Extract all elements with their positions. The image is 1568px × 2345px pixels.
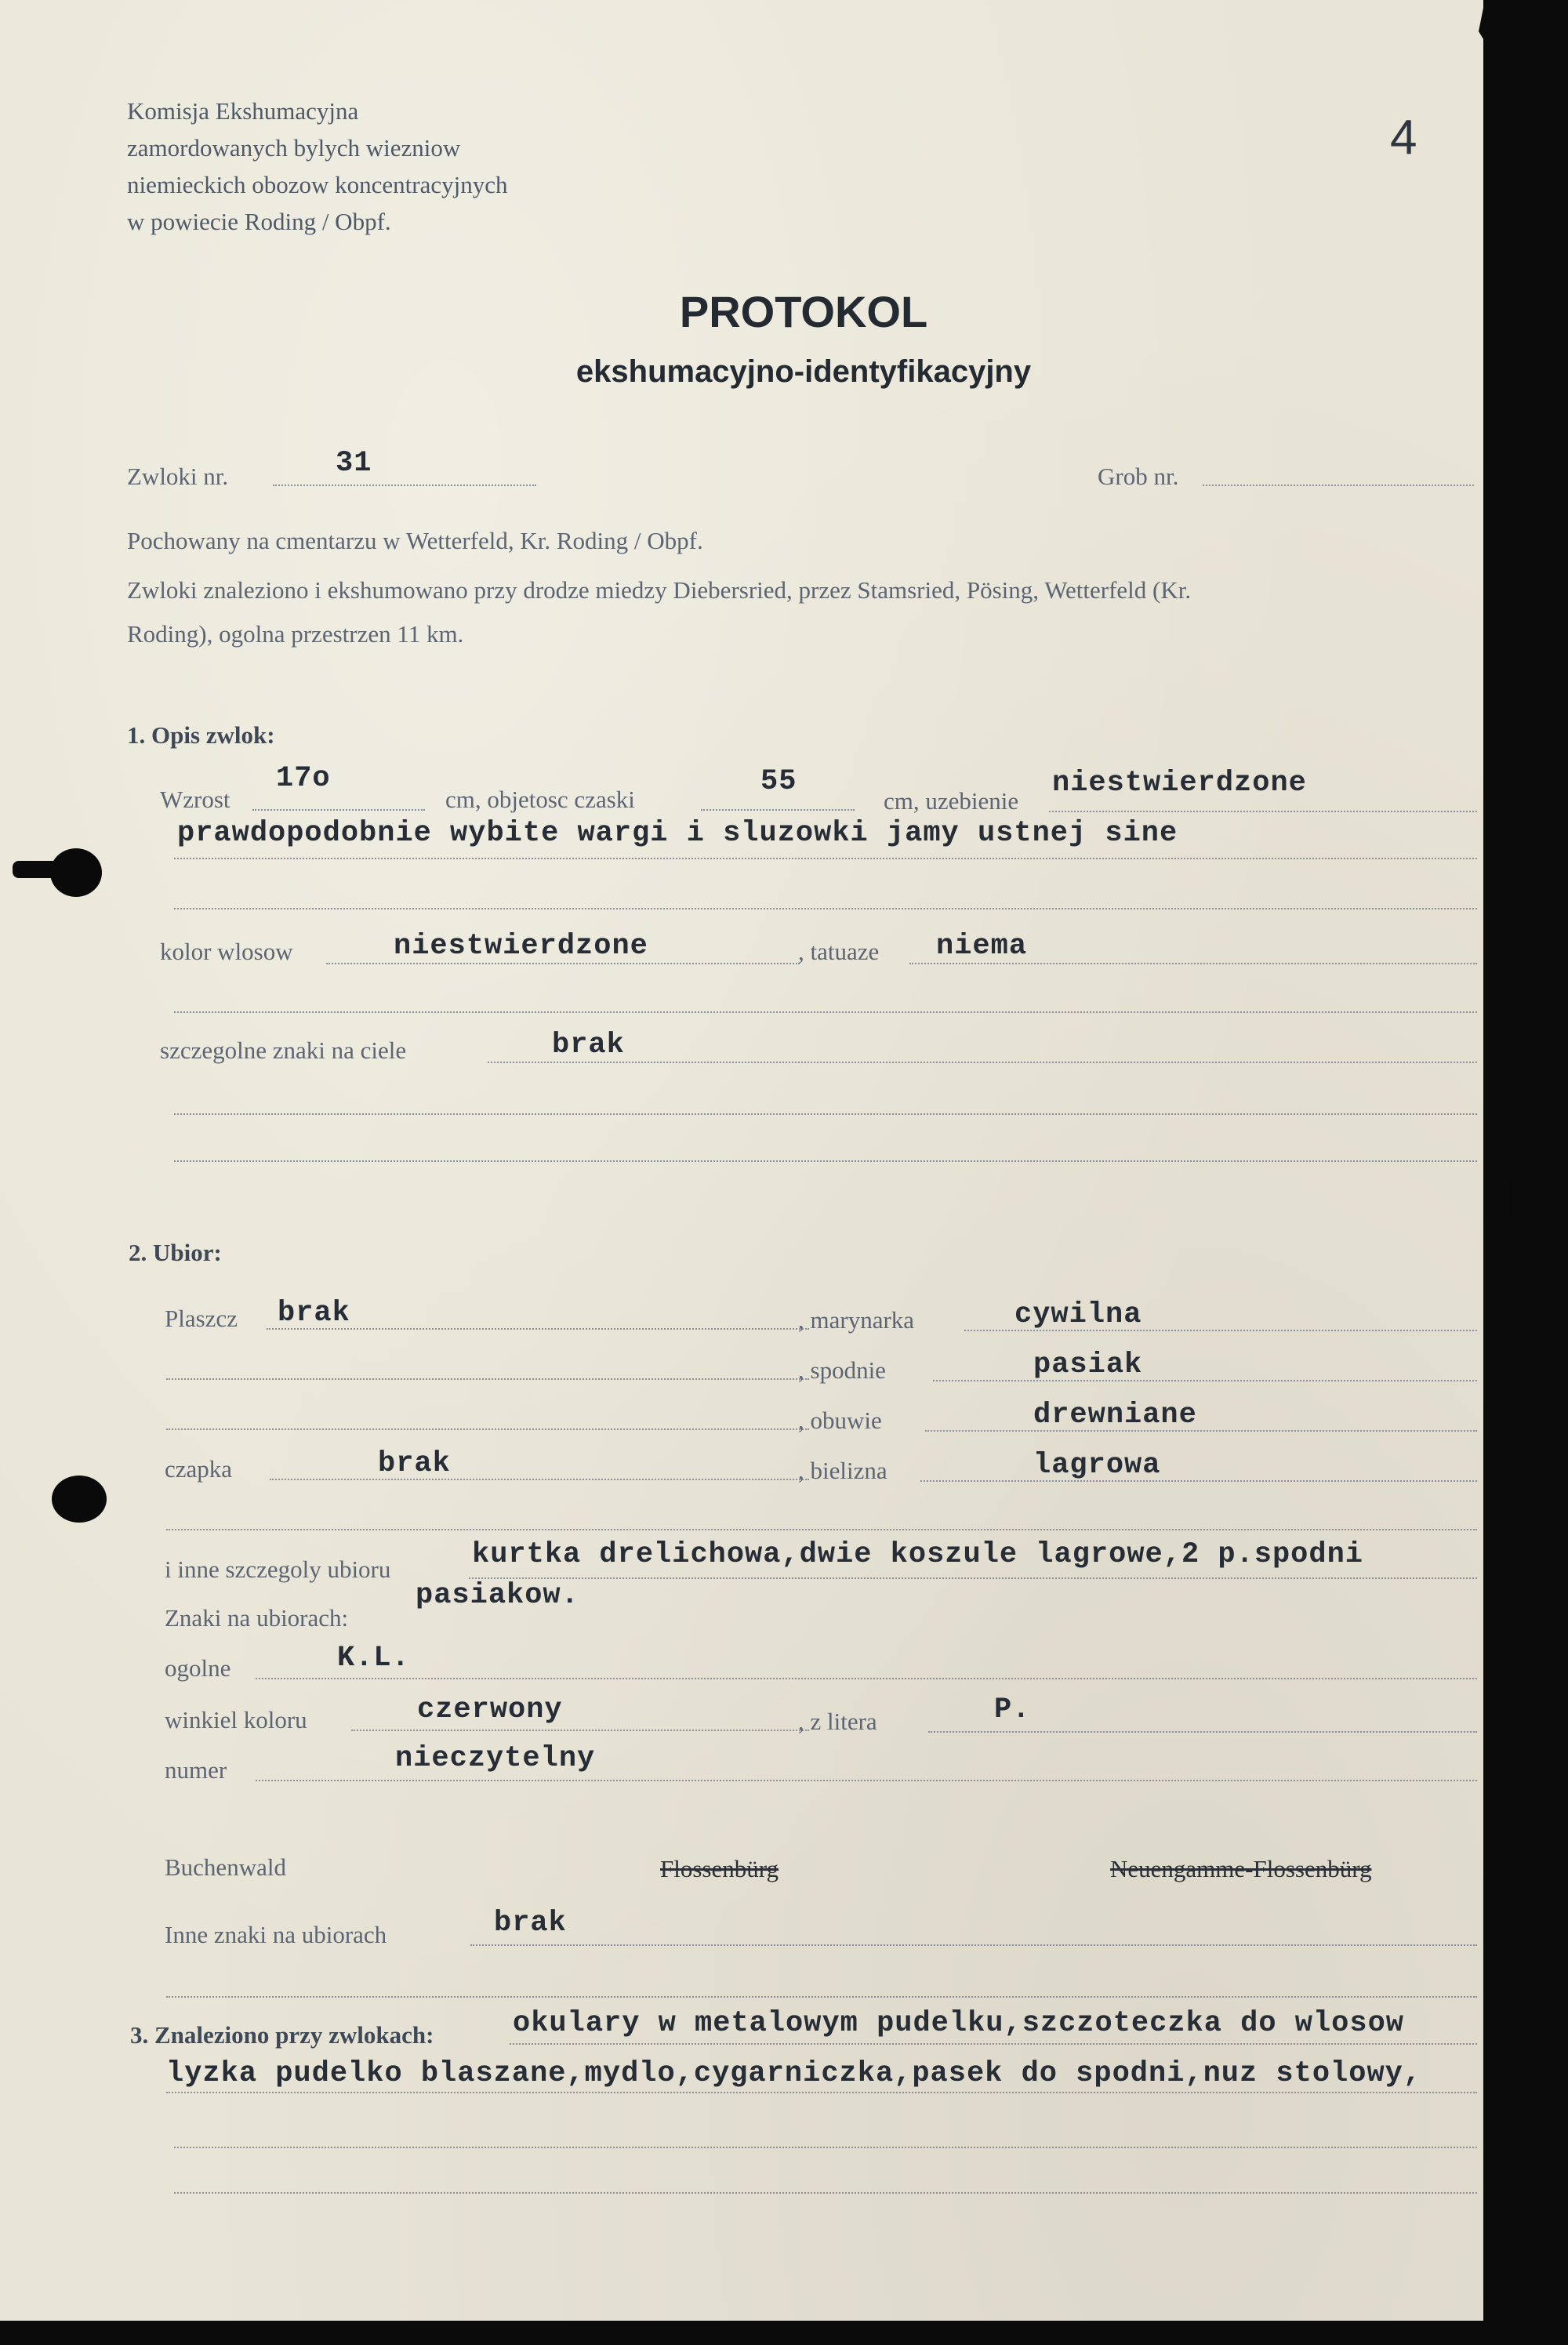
bielizna-line: [920, 1480, 1477, 1482]
zwloki-label: Zwloki nr.: [127, 463, 229, 490]
spodnie-value: pasiak: [1033, 1349, 1143, 1381]
numer-value: nieczytelny: [395, 1742, 596, 1775]
czapka-line: [270, 1479, 809, 1480]
section-3-value-line-2: lyzka pudelko blaszane,mydlo,cygarniczka,pasek do spodni,nuz stolowy,: [166, 2057, 1422, 2090]
punch-hole-bottom: [52, 1476, 107, 1523]
plaszcz-extra-line-2: [166, 1428, 809, 1430]
ubior-sep-line: [166, 1529, 1477, 1530]
struck-neuengamme-flossenburg: Neuengamme-Flossenbürg: [1110, 1855, 1372, 1882]
section-3-heading: 3. Znaleziono przy zwlokach:: [130, 2021, 434, 2049]
section-3-line-1: [510, 2043, 1477, 2045]
found-line-1: Zwloki znaleziono i ekshumowano przy drodze miedzy Diebersried, przez Stamsried, Pösing, Wetterfeld (Kr.: [127, 576, 1192, 604]
note-line-2: [174, 908, 1477, 909]
section-2-heading: 2. Ubior:: [129, 1239, 222, 1266]
znaki-extra-line-1: [174, 1113, 1477, 1115]
bottom-edge: [0, 2321, 1568, 2345]
uzebienie-note: prawdopodobnie wybite wargi i sluzowki jamy ustnej sine: [177, 817, 1178, 850]
kolor-value: niestwierdzone: [394, 930, 648, 963]
torn-page-edge: [1411, 0, 1568, 2345]
inne-znaki-label: Inne znaki na ubiorach: [165, 1921, 387, 1948]
spodnie-line: [933, 1380, 1477, 1381]
section-3-line-4: [174, 2192, 1477, 2194]
org-line-1: Komisja Ekshumacyjna: [127, 97, 359, 125]
inne-label: i inne szczegoly ubioru: [165, 1555, 391, 1583]
section-3-line-2: [166, 2092, 1477, 2093]
uzebienie-value: niestwierdzone: [1052, 767, 1307, 800]
kolor-extra-line: [174, 1011, 1477, 1013]
litera-label: , z litera: [798, 1708, 877, 1735]
inne-line: [469, 1577, 1477, 1579]
czapka-label: czapka: [165, 1455, 233, 1483]
struck-flossenburg: Flossenbürg: [660, 1855, 779, 1882]
wzrost-label: Wzrost: [160, 786, 230, 813]
section-3-line-3: [174, 2147, 1477, 2148]
tatuaze-label: , tatuaze: [798, 938, 880, 965]
page-number: 4: [1390, 111, 1417, 165]
uzebienie-label: cm, uzebienie: [884, 787, 1019, 815]
inne-value-line-2: pasiakow.: [416, 1579, 579, 1612]
czaszka-line: [701, 809, 855, 811]
winkiel-value: czerwony: [417, 1693, 563, 1726]
znaki-value: brak: [552, 1029, 625, 1062]
plaszcz-value: brak: [278, 1297, 350, 1330]
litera-value: P.: [994, 1693, 1031, 1726]
winkiel-label: winkiel koloru: [165, 1706, 307, 1733]
obuwie-value: drewniane: [1033, 1399, 1197, 1432]
document-title: PROTOKOL: [679, 287, 928, 336]
found-line-2: Roding), ogolna przestrzen 11 km.: [127, 620, 464, 648]
znaki-extra-line-2: [174, 1160, 1477, 1162]
wzrost-value: 17o: [276, 762, 331, 795]
litera-line: [928, 1731, 1477, 1733]
numer-label: numer: [165, 1756, 227, 1784]
numer-line: [256, 1780, 1477, 1781]
org-line-4: w powiecie Roding / Obpf.: [127, 208, 391, 235]
inne-znaki-line: [470, 1944, 1477, 1946]
marynarka-value: cywilna: [1014, 1298, 1142, 1331]
bielizna-value: lagrowa: [1033, 1449, 1161, 1482]
ogolne-line: [256, 1678, 1477, 1679]
ogolne-value: K.L.: [337, 1642, 410, 1675]
inne-znaki-value: brak: [494, 1907, 567, 1940]
org-line-2: zamordowanych bylych wiezniow: [127, 134, 461, 162]
znaki-ubior-label: Znaki na ubiorach:: [165, 1604, 349, 1632]
zwloki-line: [273, 485, 536, 486]
section-1-heading: 1. Opis zwlok:: [127, 721, 275, 749]
section-3-value-line-1: okulary w metalowym pudelku,szczoteczka do wlosow: [513, 2007, 1404, 2040]
bielizna-label: , bielizna: [798, 1457, 887, 1484]
czapka-value: brak: [378, 1447, 451, 1480]
zwloki-value: 31: [336, 447, 372, 480]
kolor-label: kolor wlosow: [160, 938, 293, 965]
tatuaze-line: [909, 963, 1477, 964]
obuwie-label: , obuwie: [798, 1407, 882, 1434]
ogolne-label: ogolne: [165, 1654, 231, 1682]
tatuaze-value: niema: [936, 930, 1028, 963]
czaszka-value: 55: [760, 765, 797, 798]
inne-value-line-1: kurtka drelichowa,dwie koszule lagrowe,2 p.spodni: [472, 1538, 1363, 1571]
org-line-3: niemieckich obozow koncentracyjnych: [127, 171, 508, 198]
znaki-line: [488, 1062, 1477, 1063]
znaki-label: szczegolne znaki na ciele: [160, 1036, 407, 1064]
buried-text: Pochowany na cmentarzu w Wetterfeld, Kr. Roding / Obpf.: [127, 527, 703, 554]
plaszcz-label: Plaszcz: [165, 1305, 238, 1332]
obuwie-line: [925, 1430, 1477, 1432]
note-line-1: [174, 858, 1477, 859]
plaszcz-extra-line-1: [166, 1378, 809, 1380]
spodnie-label: , spodnie: [798, 1356, 886, 1384]
punch-hole-top-shadow: [13, 861, 60, 878]
document-subtitle: ekshumacyjno-identyfikacyjny: [575, 354, 1032, 389]
marynarka-label: , marynarka: [798, 1306, 915, 1334]
czaszka-label: cm, objetosc czaski: [445, 786, 635, 813]
inne-znaki-extra-line: [166, 1996, 1477, 1998]
winkiel-line: [351, 1730, 809, 1731]
buchenwald-label: Buchenwald: [165, 1853, 286, 1881]
wzrost-line: [252, 809, 425, 811]
grob-label: Grob nr.: [1098, 463, 1179, 490]
kolor-line: [326, 963, 800, 964]
